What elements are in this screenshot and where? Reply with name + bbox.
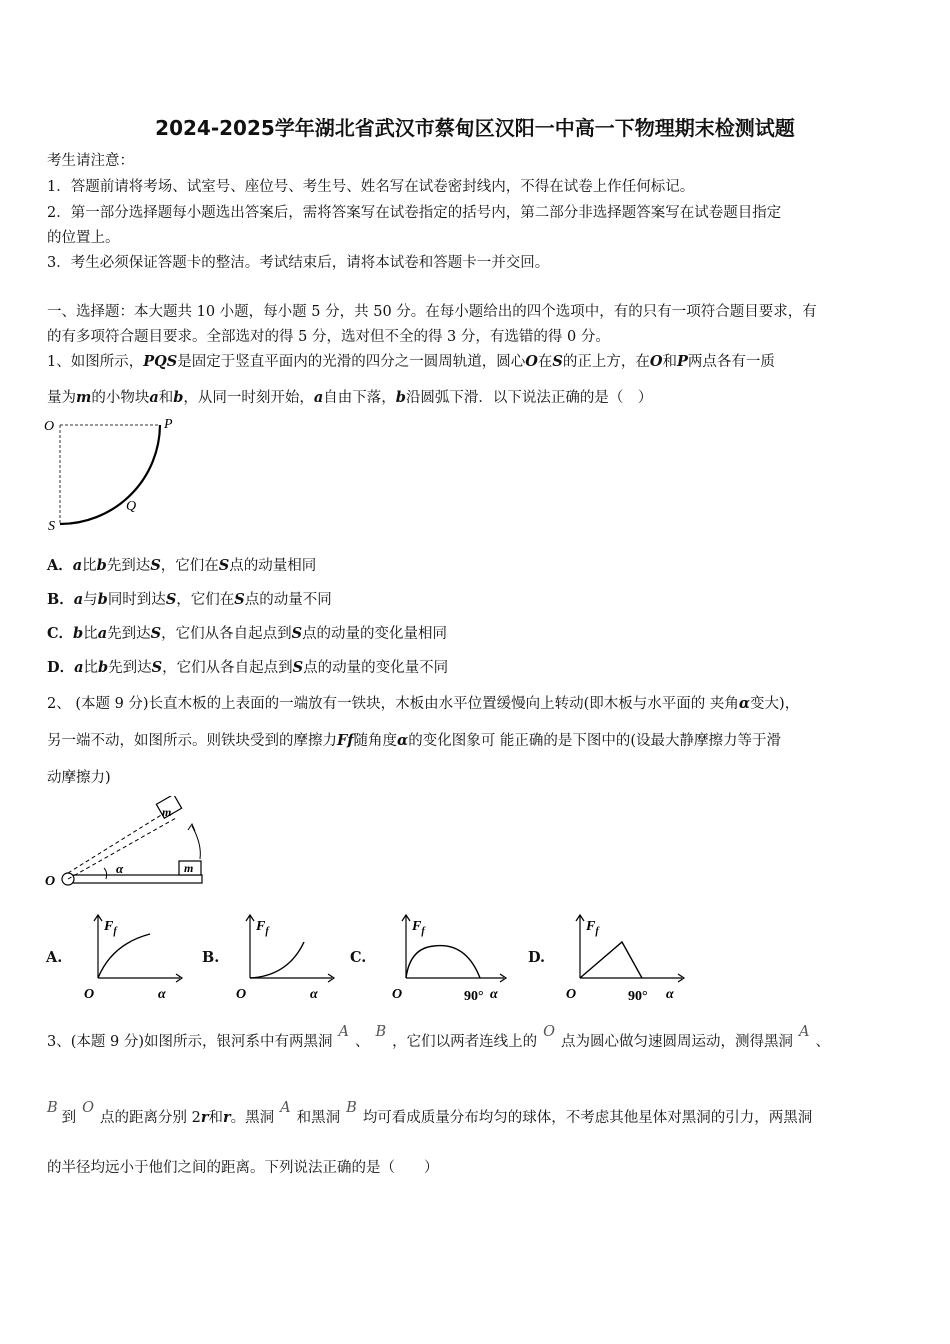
q3-stem-line1: 3、(本题 9 分)如图所示，银河系中有两黑洞A、B，它们以两者连线上的O点为圆心做匀速圆周运动，测得黑洞A、 xyxy=(47,1024,830,1050)
q2-graph-b-origin: O xyxy=(236,987,247,1002)
q2-label-m-top: m xyxy=(162,805,172,819)
q2-graph-d-mark: 90° xyxy=(628,989,648,1004)
q2-graph-d-sub: f xyxy=(595,926,599,937)
q2-graph-c-mark: 90° xyxy=(464,989,484,1004)
q2-graph-d-origin: O xyxy=(566,987,577,1002)
q2-graph-a-origin: O xyxy=(84,987,95,1002)
q3-stem-line3: 的半径均远小于他们之间的距离。下列说法正确的是（ ） xyxy=(47,1160,439,1176)
svg-text:Ff xyxy=(411,919,426,937)
q2-graph-b-x: α xyxy=(310,987,318,1002)
notice-item-1: 1．答题前请将考场、试室号、座位号、考生号、姓名写在试卷密封线内，不得在试卷上作任何标记。 xyxy=(47,179,695,195)
q2-graph-a-x: α xyxy=(158,987,166,1002)
q2-graph-c-y: F xyxy=(412,919,422,934)
q2-graph-a-key: A. xyxy=(46,949,63,966)
q2-graph-d-x: α xyxy=(666,987,674,1002)
q1-option-b: B．a与b同时到达S，它们在S点的动量不同 xyxy=(47,591,332,608)
q1-option-a: A．a比b先到达S，它们在S点的动量相同 xyxy=(47,557,317,574)
q1-stem-line1: 1、如图所示，PQS是固定于竖直平面内的光滑的四分之一圆周轨道，圆心O在S的正上方，在O和P两点各有一质 xyxy=(47,353,775,370)
q2-label-o: O xyxy=(45,874,56,889)
q1-option-d: D．a比b先到达S，它们从各自起点到S点的动量的变化量不同 xyxy=(47,659,449,676)
q1-option-c: C．b比a先到达S，它们从各自起点到S点的动量的变化量相同 xyxy=(47,625,448,642)
q2-graph-d-key: D. xyxy=(528,949,546,966)
q2-label-alpha: α xyxy=(116,861,124,876)
q2-stem-line3: 动摩擦力) xyxy=(47,770,111,786)
q1-label-s: S xyxy=(48,519,55,534)
q2-graph-d-y: F xyxy=(586,919,596,934)
q2-board-figure xyxy=(42,796,212,892)
q1-track-figure xyxy=(40,414,190,538)
svg-text:Ff xyxy=(585,919,600,937)
q2-graph-c-x: α xyxy=(490,987,498,1002)
notice-item-3: 3．考生必须保证答题卡的整洁。考试结束后，请将本试卷和答题卡一并交回。 xyxy=(47,255,550,271)
q1-label-o: O xyxy=(44,419,55,434)
q2-graph-a-sub: f xyxy=(113,926,117,937)
section1-intro-line1: 一、选择题：本大题共 10 小题，每小题 5 分，共 50 分。在每小题给出的四个选项中，有的只有一项符合题目要求，有 xyxy=(47,304,817,320)
q2-stem-line2: 另一端不动，如图所示。则铁块受到的摩擦力Ff随角度α的变化图象可 能正确的是下图中的(设最大静摩擦力等于滑 xyxy=(47,732,781,749)
q2-graph-a-y: F xyxy=(104,919,114,934)
notice-heading: 考生请注意： xyxy=(47,153,134,169)
q2-graph-c-origin: O xyxy=(392,987,403,1002)
svg-text:Ff xyxy=(255,919,270,937)
notice-item-2: 2．第一部分选择题每小题选出答案后，需将答案写在试卷指定的括号内，第二部分非选择题答案写在试卷题目指定 xyxy=(47,205,782,221)
q3-stem-line2: B到O点的距离分别 2r和r。黑洞A和黑洞B均可看成质量分布均匀的球体，不考虑其他星体对黑洞的引力，两黑洞 xyxy=(47,1100,813,1126)
q2-graph-b xyxy=(230,910,340,1005)
q2-graph-c xyxy=(386,910,516,1005)
svg-text:Ff xyxy=(103,919,118,937)
section1-intro-line2: 的有多项符合题目要求。全部选对的得 5 分，选对但不全的得 3 分，有选错的得 0 分。 xyxy=(47,329,610,345)
q2-graph-d xyxy=(560,910,690,1005)
q1-label-q: Q xyxy=(126,499,137,514)
q2-graph-b-key: B. xyxy=(202,949,220,966)
q2-graph-a xyxy=(78,910,188,1005)
q1-stem-line2: 量为m的小物块a和b，从同一时刻开始，a自由下落，b沿圆弧下滑．以下说法正确的是（ ） xyxy=(47,389,653,406)
q2-graph-b-sub: f xyxy=(265,926,269,937)
page-title: 2024-2025学年湖北省武汉市蔡甸区汉阳一中高一下物理期末检测试题 xyxy=(155,116,795,140)
q2-graph-b-y: F xyxy=(256,919,266,934)
q2-graph-c-sub: f xyxy=(421,926,425,937)
q2-label-m-bottom: m xyxy=(184,861,194,875)
q2-graph-c-key: C. xyxy=(350,949,367,966)
q2-stem-line1: 2、 (本题 9 分)长直木板的上表面的一端放有一铁块，木板由水平位置缓慢向上转动(即木板与水平面的 夹角α变大)， xyxy=(47,695,800,712)
q1-label-p: P xyxy=(164,417,173,432)
notice-item-2-cont: 的位置上。 xyxy=(47,230,120,246)
